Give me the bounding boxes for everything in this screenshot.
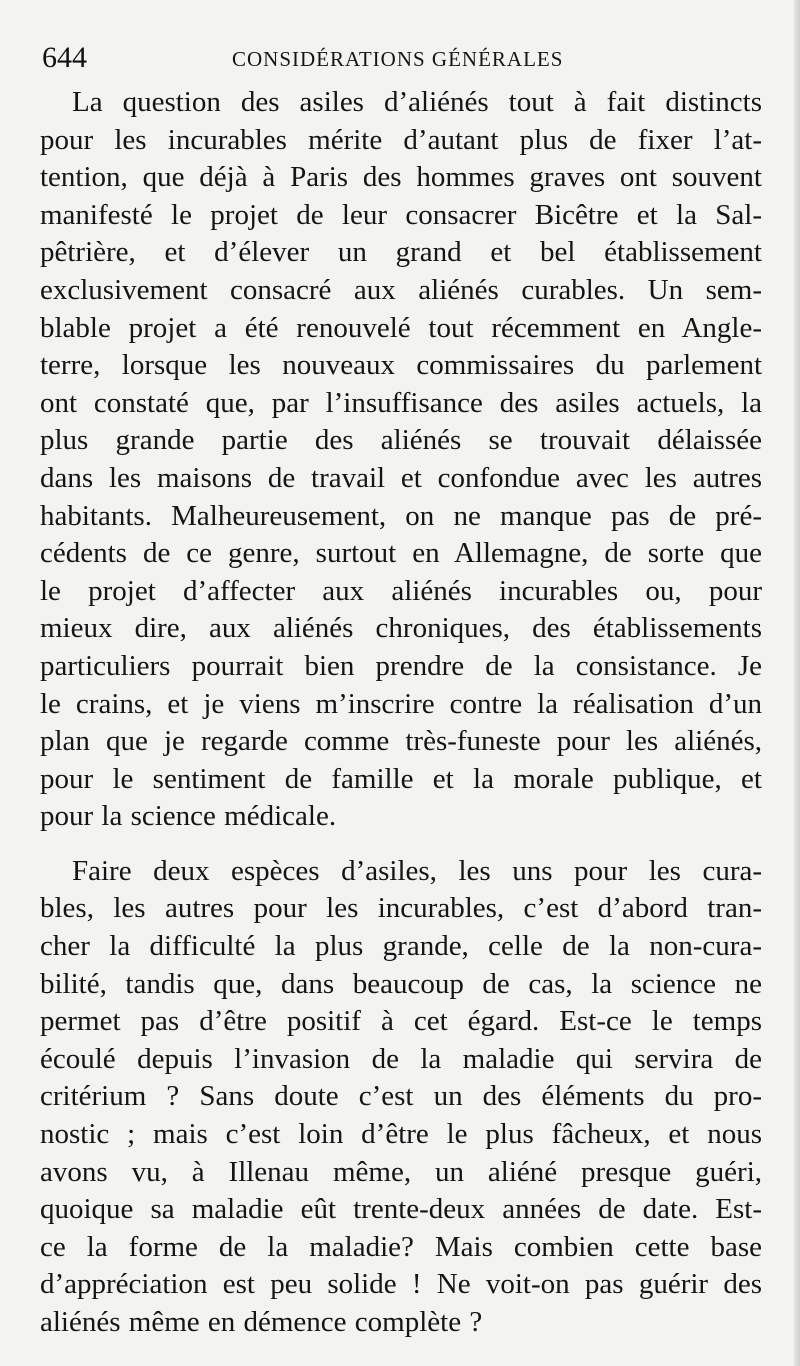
text-line: manifesté le projet de leur consacrer Bicêtre et la Sal- (40, 198, 762, 231)
text-line: pêtrière, et d’élever un grand et bel établissement (40, 236, 762, 269)
text-line: ce la forme de la maladie? Mais combien cette base (40, 1230, 762, 1263)
text-line: écoulé depuis l’invasion de la maladie qui servira de (40, 1042, 762, 1075)
running-head: CONSIDÉRATIONS GÉNÉRALES (232, 47, 564, 71)
paragraph-gap (40, 836, 762, 853)
text-line: permet pas d’être positif à cet égard. Est-ce le temps (40, 1005, 762, 1038)
text-line: bles, les autres pour les incurables, c’est d’abord tran- (40, 892, 762, 925)
text-line: dans les maisons de travail et confondue avec les autres (40, 461, 762, 494)
text-line: pour les incurables mérite d’autant plus de fixer l’at- (40, 123, 762, 156)
text-line: pour la science médicale. (40, 800, 337, 833)
text-line: particuliers pourrait bien prendre de la consistance. Je (40, 649, 762, 682)
text-line: nostic ; mais c’est loin d’être le plus fâcheux, et nous (40, 1118, 762, 1151)
text-line: cher la difficulté la plus grande, celle de la non-cura- (40, 930, 762, 963)
text-line: pour le sentiment de famille et la morale publique, et (40, 762, 762, 795)
text-line: bilité, tandis que, dans beaucoup de cas, la science ne (40, 967, 762, 1000)
text-line: mieux dire, aux aliénés chroniques, des établissements (40, 612, 762, 645)
text-line: plan que je regarde comme très-funeste pour les aliénés, (40, 725, 762, 758)
text-line: quoique sa maladie eût trente-deux années de date. Est- (40, 1193, 762, 1226)
paragraph-1 (40, 84, 762, 836)
text-line: le projet d’affecter aux aliénés incurables ou, pour (40, 574, 762, 607)
page-header (42, 40, 760, 76)
text-line: Faire deux espèces d’asiles, les uns pour les cura- (72, 854, 762, 887)
text-line: le crains, et je viens m’inscrire contre la réalisation d’un (40, 687, 762, 720)
text-line: aliénés même en démence complète ? (40, 1306, 483, 1338)
page-edge-shadow (794, 0, 800, 1366)
text-line: tention, que déjà à Paris des hommes graves ont souvent (40, 161, 762, 194)
text-line: avons vu, à Illenau même, un aliéné presque guéri, (40, 1155, 762, 1188)
text-line: ont constaté que, par l’insuffisance des asiles actuels, la (40, 386, 762, 419)
paragraph-2 (40, 853, 762, 1342)
text-line: plus grande partie des aliénés se trouvait délaissée (40, 424, 762, 457)
text-line: blable projet a été renouvelé tout récemment en Angle- (40, 311, 762, 344)
text-line: terre, lorsque les nouveaux commissaires du parlement (40, 349, 762, 382)
text-line: cédents de ce genre, surtout en Allemagne, de sorte que (40, 537, 762, 570)
body-text (40, 84, 762, 1342)
text-line: exclusivement consacré aux aliénés curables. Un sem- (40, 273, 762, 306)
text-line: critérium ? Sans doute c’est un des éléments du pro- (40, 1080, 762, 1113)
text-line: habitants. Malheureusement, on ne manque pas de pré- (40, 499, 762, 532)
page-number: 644 (42, 41, 87, 74)
text-line: d’appréciation est peu solide ! Ne voit-on pas guérir des (40, 1268, 762, 1301)
text-line: La question des asiles d’aliénés tout à fait distincts (72, 86, 762, 118)
